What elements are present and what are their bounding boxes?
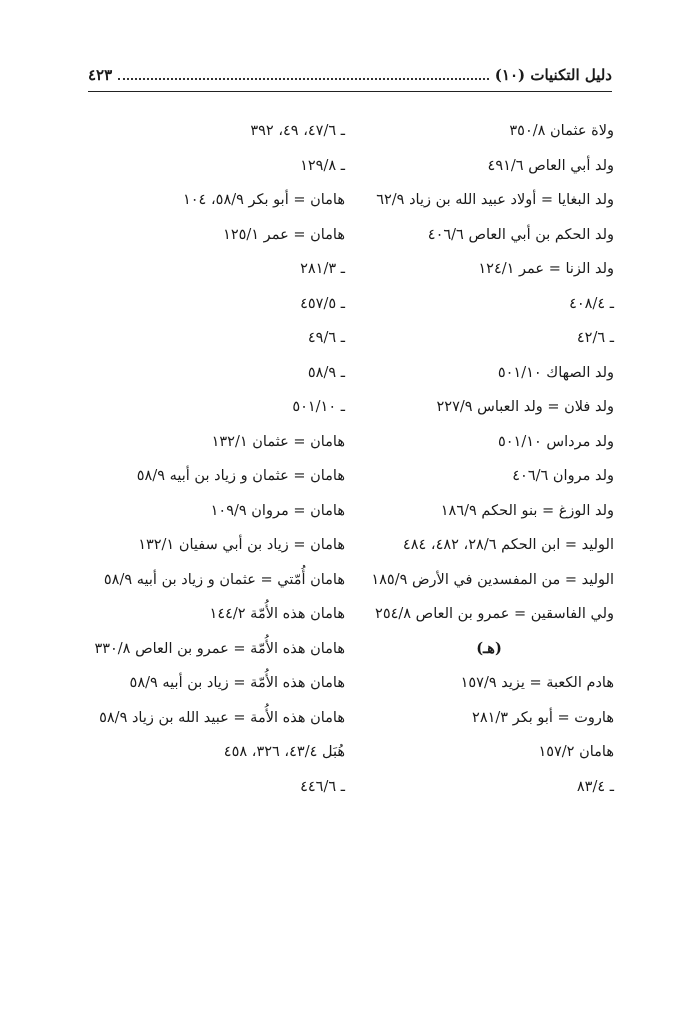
header-rule (88, 91, 612, 92)
index-column-left (85, 114, 345, 804)
index-entry: ولد مرداس ٥٠١/١٠ (497, 433, 614, 450)
index-entry: ـ ٨٣/٤ (576, 778, 614, 795)
index-entry: هامان ١٥٧/٢ (538, 744, 614, 760)
index-entry: ـ ٤٩/٦ (307, 330, 345, 346)
index-entry: ولد الوزغ = بنو الحكم ١٨٦/٩ (440, 502, 614, 519)
section-heading-haa: (هـ) (476, 639, 502, 657)
running-header (88, 62, 612, 88)
index-entry: هُبَل ٤٣/٤، ٣٢٦، ٤٥٨ (223, 744, 345, 760)
index-entry: ولي الفاسقين = عمرو بن العاص ٢٥٤/٨ (375, 606, 614, 622)
index-entry: هامان هذه الأُمّة = زياد بن أبيه ٥٨/٩ (129, 675, 345, 691)
index-entry: ـ ٥٨/٩ (307, 364, 345, 381)
index-entry: ـ ٤٢/٦ (576, 330, 614, 346)
index-entry: هامان = عمر ١٢٥/١ (223, 226, 345, 243)
index-entry: هامان أُمّتي = عثمان و زياد بن أبيه ٥٨/٩ (103, 571, 345, 588)
index-entry: الوليد = ابن الحكم ٢٨/٦، ٤٨٢، ٤٨٤ (402, 537, 614, 553)
index-entry: ولد الزنا = عمر ١٢٤/١ (478, 261, 614, 277)
index-entry: ولد مروان ٤٠٦/٦ (512, 468, 614, 484)
index-entry: هاروت = أبو بكر ٢٨١/٣ (472, 709, 614, 726)
index-entry: ولد أبي العاص ٤٩١/٦ (487, 157, 614, 174)
index-entry: هامان = زياد بن أبي سفيان ١٣٢/١ (138, 537, 345, 553)
index-entry: ـ ٤٧/٦، ٤٩، ٣٩٢ (250, 123, 345, 139)
index-entry: هامان هذه الأُمّة ١٤٤/٢ (209, 606, 345, 622)
index-entry: هامان = عثمان ١٣٢/١ (211, 433, 345, 450)
index-entry: ـ ٤٤٦/٦ (300, 778, 345, 795)
index-entry: هامان هذه الأُمة = عبيد الله بن زياد ٥٨/٩ (99, 709, 345, 726)
page-number: ٤٢٣ (88, 66, 113, 84)
header-leader-dots (118, 78, 489, 80)
index-entry: هامان = أبو بكر ٥٨/٩، ١٠٤ (182, 192, 345, 208)
index-entry: الوليد = من المفسدين في الأرض ١٨٥/٩ (371, 571, 614, 588)
index-entry: ولد البغايا = أولاد عبيد الله بن زياد ٦٢/٩ (376, 192, 614, 208)
index-entry: هامان = عثمان و زياد بن أبيه ٥٨/٩ (136, 468, 345, 484)
index-entry: ـ ٤٥٧/٥ (300, 295, 345, 312)
index-entry: ولاة عثمان ٣٥٠/٨ (509, 123, 614, 139)
header-title: دليل التكنيات (١٠) (494, 66, 612, 84)
index-entry: ولد الحكم بن أبي العاص ٤٠٦/٦ (427, 226, 614, 243)
index-entry: هامان = مروان ١٠٩/٩ (210, 502, 345, 519)
index-entry: ـ ٢٨١/٣ (300, 261, 345, 277)
index-entry: هامان هذه الأُمّة = عمرو بن العاص ٣٣٠/٨ (94, 640, 345, 657)
index-column-right (354, 114, 614, 804)
index-entry: ولد الصهاك ٥٠١/١٠ (497, 364, 614, 381)
index-entry: ـ ١٢٩/٨ (300, 157, 345, 174)
index-entry: ولد فلان = ولد العباس ٢٢٧/٩ (436, 399, 614, 415)
index-entry: هادم الكعبة = يزيد ١٥٧/٩ (460, 675, 614, 691)
index-entry: ـ ٥٠١/١٠ (292, 399, 345, 415)
index-entry: ـ ٤٠٨/٤ (569, 295, 614, 312)
